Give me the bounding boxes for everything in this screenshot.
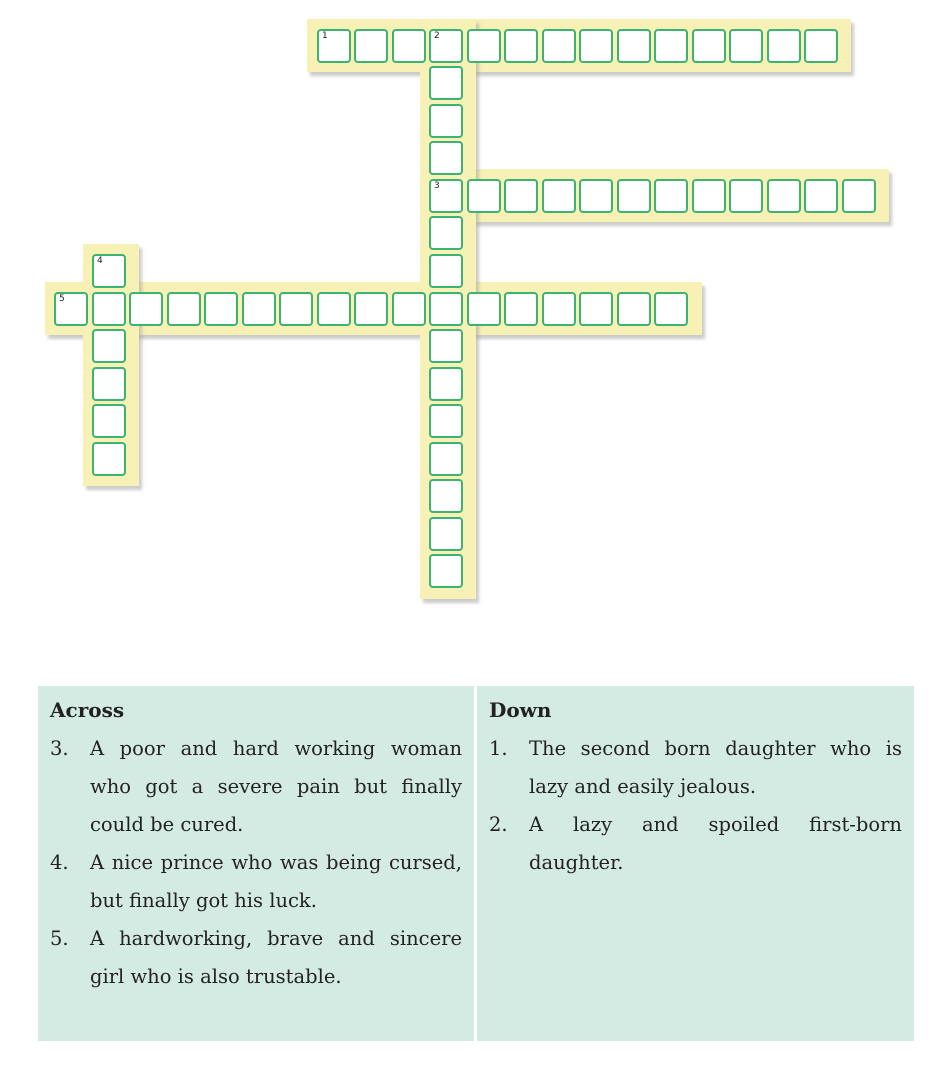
- clue-text: A poor and hard working woman who got a severe pain but finally could be cured.: [90, 737, 462, 836]
- cell-3-4[interactable]: [542, 179, 576, 213]
- cell-4-5[interactable]: [92, 404, 126, 438]
- cell-2-4[interactable]: [429, 141, 463, 175]
- cell-1-2[interactable]: [354, 29, 388, 63]
- cell-4-6[interactable]: [92, 442, 126, 476]
- clue-num: 2.: [489, 813, 508, 836]
- cell-5-5[interactable]: [204, 292, 238, 326]
- cell-5-13[interactable]: [504, 292, 538, 326]
- cell-3-2[interactable]: [467, 179, 501, 213]
- cell-1-4[interactable]: [429, 29, 463, 63]
- cell-5-16[interactable]: [617, 292, 651, 326]
- across-clue: [50, 920, 462, 996]
- clue-number-2: 2: [434, 31, 440, 41]
- across-column: [38, 686, 474, 1041]
- cell-3-9[interactable]: [729, 179, 763, 213]
- cell-2-11[interactable]: [429, 404, 463, 438]
- cell-5-10[interactable]: [392, 292, 426, 326]
- cell-2-15[interactable]: [429, 554, 463, 588]
- down-clue: [489, 806, 902, 882]
- cell-1-6[interactable]: [504, 29, 538, 63]
- cell-5-9[interactable]: [354, 292, 388, 326]
- cell-1-5[interactable]: [467, 29, 501, 63]
- clues-table: [38, 686, 914, 1041]
- cell-1-10[interactable]: [654, 29, 688, 63]
- clue-text: A lazy and spoiled first-born daughter.: [529, 813, 902, 874]
- clue-number-5: 5: [59, 294, 65, 304]
- cell-2-10[interactable]: [429, 367, 463, 401]
- down-clue: [489, 730, 902, 806]
- across-clue: [50, 730, 462, 844]
- clue-text: A hardworking, brave and sincere girl who is also trustable.: [90, 927, 462, 988]
- cell-2-7[interactable]: [429, 254, 463, 288]
- clue-num: 1.: [489, 737, 508, 760]
- cell-5-15[interactable]: [579, 292, 613, 326]
- cell-5-8[interactable]: [317, 292, 351, 326]
- cell-2-8[interactable]: [429, 292, 463, 326]
- cell-2-13[interactable]: [429, 479, 463, 513]
- cell-1-3[interactable]: [392, 29, 426, 63]
- cell-4-3[interactable]: [92, 329, 126, 363]
- cell-1-1[interactable]: [317, 29, 351, 63]
- cell-3-8[interactable]: [692, 179, 726, 213]
- cell-2-5[interactable]: [429, 179, 463, 213]
- cell-1-9[interactable]: [617, 29, 651, 63]
- across-heading: Across: [50, 698, 125, 722]
- cell-1-13[interactable]: [767, 29, 801, 63]
- cell-3-10[interactable]: [767, 179, 801, 213]
- clue-text: A nice prince who was being cursed, but finally got his luck.: [90, 851, 462, 912]
- cell-1-11[interactable]: [692, 29, 726, 63]
- clue-number-4: 4: [97, 256, 103, 266]
- cell-5-1[interactable]: [54, 292, 88, 326]
- cell-5-2[interactable]: [92, 292, 126, 326]
- cell-3-12[interactable]: [842, 179, 876, 213]
- cell-2-2[interactable]: [429, 66, 463, 100]
- cell-1-14[interactable]: [804, 29, 838, 63]
- cell-3-3[interactable]: [504, 179, 538, 213]
- clue-num: 3.: [50, 737, 69, 760]
- cell-2-3[interactable]: [429, 104, 463, 138]
- cell-2-14[interactable]: [429, 517, 463, 551]
- cell-5-14[interactable]: [542, 292, 576, 326]
- clue-text: The second born daughter who is lazy and easily jealous.: [529, 737, 902, 798]
- across-clue: [50, 844, 462, 920]
- cell-1-7[interactable]: [542, 29, 576, 63]
- cell-5-6[interactable]: [242, 292, 276, 326]
- cell-3-7[interactable]: [654, 179, 688, 213]
- down-column: [477, 686, 914, 1041]
- down-heading: Down: [489, 698, 552, 722]
- cell-2-9[interactable]: [429, 329, 463, 363]
- cell-5-17[interactable]: [654, 292, 688, 326]
- clue-number-1: 1: [322, 31, 328, 41]
- cell-4-4[interactable]: [92, 367, 126, 401]
- cell-2-12[interactable]: [429, 442, 463, 476]
- cell-3-6[interactable]: [617, 179, 651, 213]
- cell-5-7[interactable]: [279, 292, 313, 326]
- clue-num: 5.: [50, 927, 69, 950]
- clue-num: 4.: [50, 851, 69, 874]
- clue-number-3: 3: [434, 181, 440, 191]
- cell-3-11[interactable]: [804, 179, 838, 213]
- cell-5-12[interactable]: [467, 292, 501, 326]
- cell-5-3[interactable]: [129, 292, 163, 326]
- cell-1-12[interactable]: [729, 29, 763, 63]
- cell-4-1[interactable]: [92, 254, 126, 288]
- cell-3-5[interactable]: [579, 179, 613, 213]
- cell-5-4[interactable]: [167, 292, 201, 326]
- cell-1-8[interactable]: [579, 29, 613, 63]
- cell-2-6[interactable]: [429, 216, 463, 250]
